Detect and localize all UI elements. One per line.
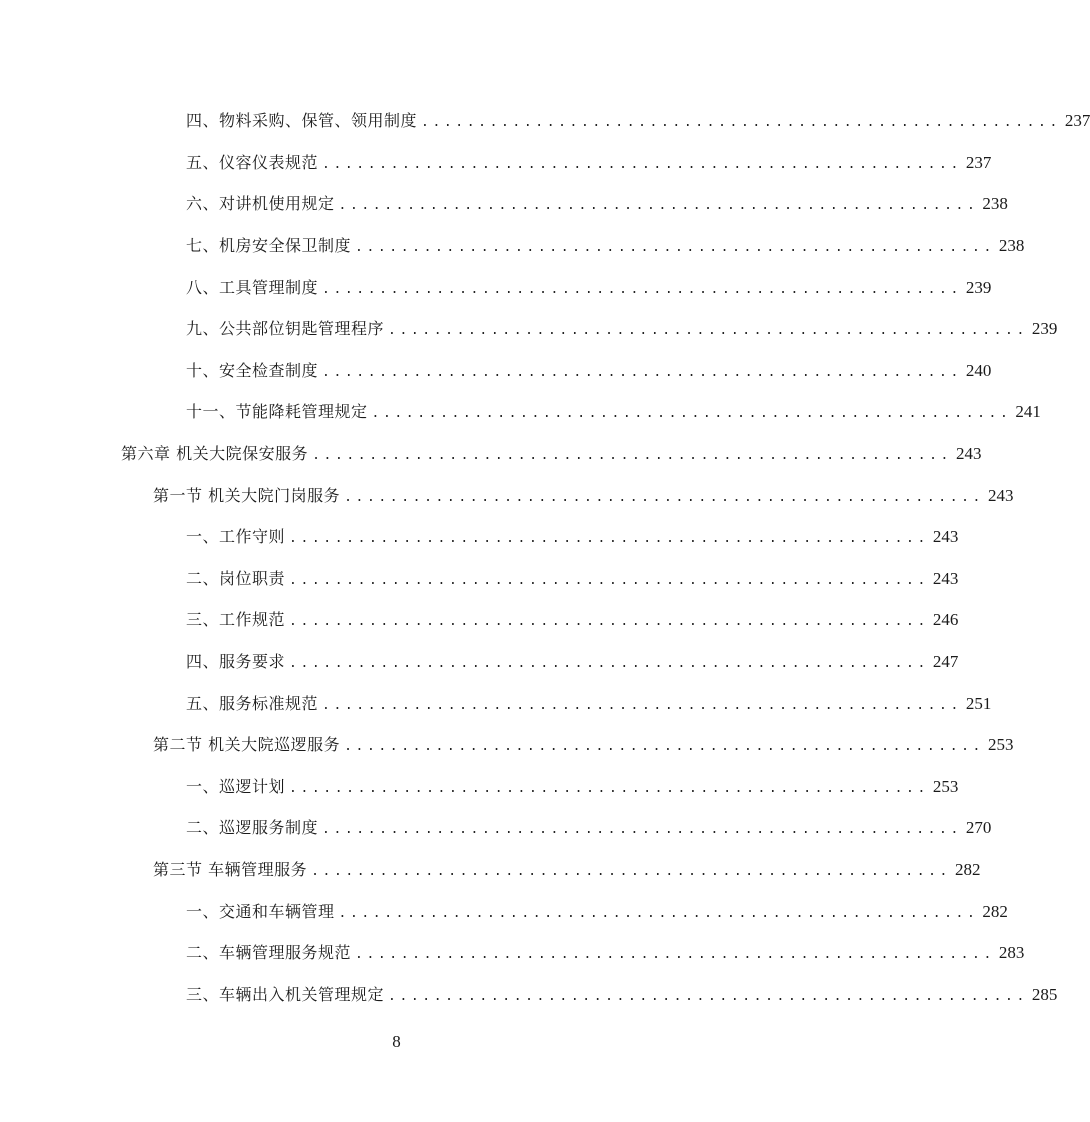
toc-entry-title: 四、物料采购、保管、领用制度 — [186, 111, 418, 131]
toc-entry-page: 247 — [932, 652, 959, 672]
toc-entry-page: 239 — [965, 277, 992, 297]
toc-entry-title: 第二节 机关大院巡逻服务 — [153, 735, 341, 755]
toc-entry[interactable] — [0, 848, 981, 890]
toc-entry-page: 240 — [965, 360, 992, 380]
toc-entry-page: 243 — [956, 444, 982, 464]
toc-leader-dots: ........................................................ — [322, 281, 962, 297]
toc-leader-dots: ........................................................ — [311, 863, 951, 879]
toc-entry-page: 253 — [988, 735, 1014, 755]
toc-leader-dots: ........................................................ — [344, 739, 984, 755]
toc-leader-dots: ........................................................ — [289, 572, 929, 588]
toc-entry-page: 239 — [1031, 319, 1058, 339]
toc-entry[interactable] — [0, 473, 1014, 515]
toc-entry-title: 十一、节能降耗管理规定 — [186, 402, 368, 422]
toc-entry[interactable] — [0, 598, 959, 640]
toc-entry-page: 282 — [955, 859, 981, 879]
toc-entry-title: 第六章 机关大院保安服务 — [121, 444, 309, 464]
toc-entry-title: 二、车辆管理服务规范 — [186, 943, 352, 963]
toc-entry[interactable] — [0, 723, 1014, 765]
toc-leader-dots: ........................................................ — [371, 406, 1012, 422]
toc-entry[interactable] — [0, 557, 959, 599]
toc-entry-title: 五、服务标准规范 — [186, 693, 319, 713]
toc-entry-page: 238 — [998, 236, 1025, 256]
toc-entry[interactable] — [0, 307, 1058, 349]
toc-entry-title: 一、交通和车辆管理 — [186, 901, 335, 921]
toc-leader-dots: ........................................................ — [355, 240, 995, 256]
toc-entry[interactable] — [0, 972, 1058, 1014]
toc-entry[interactable] — [0, 182, 1008, 224]
toc-leader-dots: ........................................................ — [421, 115, 1061, 131]
toc-entry-page: 283 — [998, 943, 1025, 963]
toc-entry[interactable] — [0, 141, 992, 183]
toc-entry-page: 243 — [988, 485, 1014, 505]
toc-entry-page: 251 — [965, 693, 992, 713]
toc-entry-row — [186, 524, 959, 547]
toc-entry-row — [186, 691, 992, 714]
toc-entry-page: 246 — [932, 610, 959, 630]
toc-entry-row — [186, 940, 1025, 963]
toc-leader-dots: ........................................................ — [322, 822, 962, 838]
toc-entry[interactable] — [0, 349, 992, 391]
toc-entry-title: 六、对讲机使用规定 — [186, 194, 335, 214]
toc-leader-dots: ........................................................ — [289, 656, 929, 672]
toc-entry[interactable] — [0, 432, 982, 474]
toc-entry-page: 243 — [932, 568, 959, 588]
toc-entry-title: 八、工具管理制度 — [186, 277, 319, 297]
toc-entry-row — [186, 566, 959, 589]
toc-entry-title: 二、岗位职责 — [186, 568, 286, 588]
toc-entry[interactable] — [0, 681, 992, 723]
toc-leader-dots: ........................................................ — [289, 614, 929, 630]
toc-entry-title: 九、公共部位钥匙管理程序 — [186, 319, 385, 339]
toc-entry-page: 282 — [982, 901, 1008, 921]
toc-leader-dots: ........................................................ — [322, 156, 962, 172]
table-of-contents — [0, 99, 1090, 1014]
toc-entry-row — [186, 899, 1008, 922]
toc-entry-row — [153, 857, 981, 880]
toc-entry-row — [186, 649, 959, 672]
toc-entry-title: 第三节 车辆管理服务 — [153, 859, 308, 879]
toc-entry-row — [186, 607, 959, 630]
toc-entry-row — [153, 483, 1014, 506]
toc-entry-row — [186, 233, 1025, 256]
toc-entry-page: 237 — [965, 152, 992, 172]
toc-leader-dots: ........................................................ — [322, 697, 962, 713]
toc-entry-title: 五、仪容仪表规范 — [186, 152, 319, 172]
toc-entry[interactable] — [0, 931, 1025, 973]
toc-entry-row — [153, 732, 1014, 755]
toc-leader-dots: ........................................................ — [312, 448, 952, 464]
toc-entry[interactable] — [0, 265, 992, 307]
toc-entry-title: 七、机房安全保卫制度 — [186, 236, 352, 256]
toc-entry[interactable] — [0, 390, 1041, 432]
toc-entry-page: 270 — [965, 818, 992, 838]
toc-entry-row — [186, 399, 1041, 422]
toc-entry-row — [186, 108, 1090, 131]
toc-entry-page: 253 — [932, 776, 959, 796]
toc-entry-row — [186, 316, 1058, 339]
toc-entry[interactable] — [0, 515, 959, 557]
toc-entry-page: 241 — [1015, 402, 1041, 422]
toc-entry-title: 三、车辆出入机关管理规定 — [186, 984, 385, 1004]
toc-entry[interactable] — [0, 889, 1008, 931]
toc-leader-dots: ........................................................ — [355, 947, 995, 963]
toc-leader-dots: ........................................................ — [388, 323, 1028, 339]
toc-entry-title: 四、服务要求 — [186, 652, 286, 672]
toc-entry-row — [186, 275, 992, 298]
toc-entry[interactable] — [0, 99, 1090, 141]
toc-entry-page: 237 — [1064, 111, 1090, 131]
toc-entry-row — [186, 191, 1008, 214]
toc-entry-title: 一、巡逻计划 — [186, 776, 286, 796]
toc-entry[interactable] — [0, 806, 992, 848]
toc-leader-dots: ........................................................ — [322, 364, 962, 380]
toc-entry[interactable] — [0, 765, 959, 807]
toc-entry-title: 十、安全检查制度 — [186, 360, 319, 380]
toc-entry-title: 二、巡逻服务制度 — [186, 818, 319, 838]
toc-leader-dots: ........................................................ — [338, 198, 979, 214]
toc-entry-title: 第一节 机关大院门岗服务 — [153, 485, 341, 505]
toc-entry-page: 285 — [1031, 984, 1058, 1004]
toc-entry-row — [186, 150, 992, 173]
toc-entry[interactable] — [0, 224, 1025, 266]
page-number: 8 — [392, 1032, 401, 1051]
toc-leader-dots: ........................................................ — [289, 531, 929, 547]
toc-entry-row — [186, 982, 1058, 1005]
toc-entry-title: 一、工作守则 — [186, 527, 286, 547]
toc-entry-row — [186, 815, 992, 838]
toc-leader-dots: ........................................................ — [338, 905, 979, 921]
toc-entry-title: 三、工作规范 — [186, 610, 286, 630]
toc-leader-dots: ........................................................ — [344, 489, 984, 505]
toc-entry-row — [186, 358, 992, 381]
toc-entry-row — [186, 774, 959, 797]
toc-entry[interactable] — [0, 640, 959, 682]
toc-entry-page: 243 — [932, 527, 959, 547]
toc-entry-row — [121, 441, 982, 464]
toc-leader-dots: ........................................................ — [289, 780, 929, 796]
toc-entry-page: 238 — [982, 194, 1008, 214]
toc-leader-dots: ........................................................ — [388, 988, 1028, 1004]
